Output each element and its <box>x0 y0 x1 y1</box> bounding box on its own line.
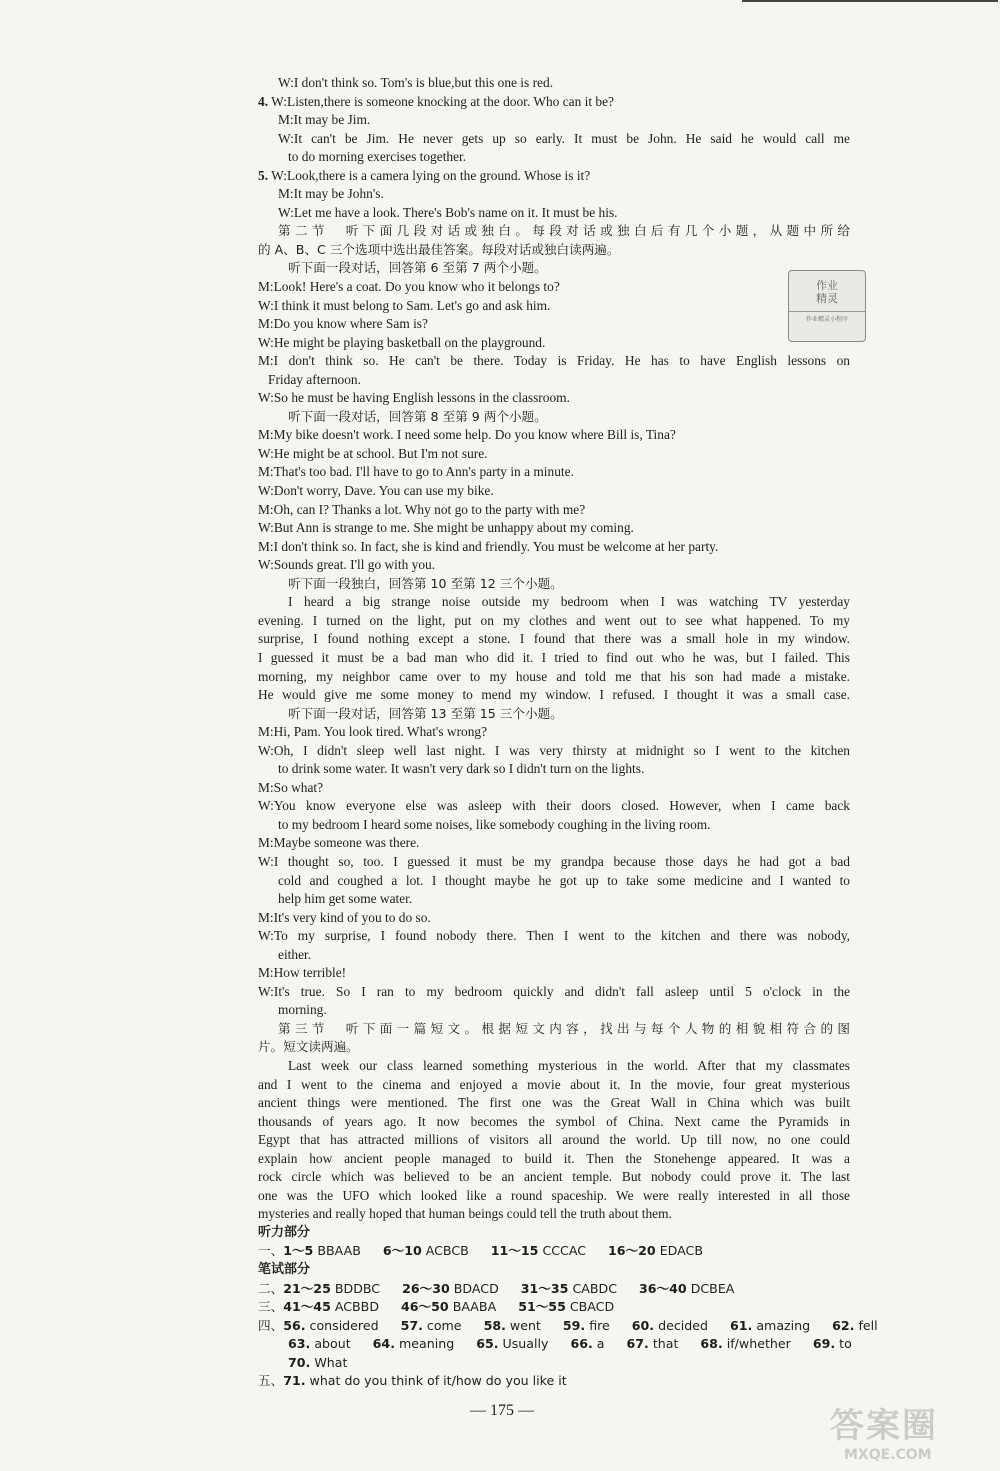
text-line <box>258 297 850 316</box>
answer-value: CABDC <box>572 1280 618 1296</box>
answer-value: Usually <box>502 1336 549 1352</box>
answer-prefix: 四、 <box>258 1317 284 1333</box>
text-line <box>258 1205 850 1224</box>
text-line <box>258 686 850 705</box>
line-text: W:It can't be Jim. He never gets up so early. It must be John. He said he would call me <box>278 130 850 146</box>
answer-value: what do you think of it/how do you like it <box>309 1373 567 1389</box>
text-line <box>258 909 850 928</box>
line-text: W:But Ann is strange to me. She might be unhappy about my coming. <box>258 520 634 536</box>
page-number: — 175 — <box>470 1402 534 1419</box>
text-line <box>258 278 850 297</box>
line-text: W:To my surprise, I found nobody there. Then I went to the kitchen and there was nobody, <box>258 928 850 944</box>
text-line <box>258 872 850 891</box>
text-line <box>258 890 850 909</box>
text-line <box>258 983 850 1002</box>
answer-prefix: 五、 <box>258 1373 284 1389</box>
text-line <box>258 538 850 557</box>
answer-value: went <box>509 1317 541 1333</box>
line-text: Last week our class learned something mysterious in the world. After that my classmates <box>288 1057 850 1073</box>
line-text: evening. I turned on the light, put on my clothes and went out to see what happened. To my <box>258 612 850 628</box>
text-line <box>258 742 850 761</box>
question-number: 5. <box>258 167 269 183</box>
text-line <box>258 167 850 186</box>
answer-value: amazing <box>756 1317 811 1333</box>
text-line <box>258 334 850 353</box>
answer-value: a <box>596 1336 605 1352</box>
text-line <box>258 668 850 687</box>
answer-value: CBACD <box>569 1299 615 1315</box>
line-text: M:Look! Here's a coat. Do you know who it belongs to? <box>258 279 560 295</box>
line-text: He would give me some money to mend my window. I refused. I thought it was a small case. <box>258 687 850 703</box>
line-text: W:You know everyone else was asleep with their doors closed. However, when I came back <box>258 798 850 814</box>
text-line <box>258 519 850 538</box>
answer-range: 41～45 <box>283 1299 331 1315</box>
answer-value: fell <box>858 1317 878 1333</box>
answer-prefix: 三、 <box>258 1299 284 1315</box>
answer-range: 21～25 <box>283 1280 331 1296</box>
text-line <box>258 760 850 779</box>
line-text: 听下面一段对话，回答第 6 至第 7 两个小题。 <box>288 260 547 276</box>
line-text: one was the UFO which looked like a round spaceship. We were really interested in all those <box>258 1187 850 1203</box>
line-text: M:How terrible! <box>258 965 347 981</box>
answer-range: 26～30 <box>402 1280 450 1296</box>
answer-range: 69. <box>812 1336 836 1352</box>
answer-value: that <box>652 1336 679 1352</box>
answer-range: 60. <box>631 1317 655 1333</box>
answer-value: ACBBD <box>334 1299 380 1315</box>
answer-range: 67. <box>626 1336 649 1352</box>
line-text: W:Listen,there is someone knocking at the door. Who can it be? <box>268 93 615 109</box>
line-text: to drink some water. It wasn't very dark so I didn't turn on the lights. <box>278 761 645 777</box>
line-text: 的 A、B、C 三个选项中选出最佳答案。每段对话或独白读两遍。 <box>258 241 620 257</box>
text-line <box>258 797 850 816</box>
text-line <box>258 463 850 482</box>
answer-value: fire <box>589 1317 610 1333</box>
line-text: I heard a big strange noise outside my bedroom when I was watching TV yesterday <box>288 594 850 610</box>
answer-range: 46～50 <box>401 1299 449 1315</box>
text-line <box>258 779 850 798</box>
line-text: W:He might be playing basketball on the playground. <box>258 334 546 350</box>
stamp-title <box>789 279 865 305</box>
answer-prefix: 二、 <box>258 1280 284 1296</box>
text-line <box>258 1150 850 1169</box>
answer-range: 36～40 <box>639 1280 687 1296</box>
text-line <box>258 853 850 872</box>
line-text: I guessed it must be a bad man who did it. I tried to find out who he was, but I failed. This <box>258 649 850 665</box>
answer-range: 51～55 <box>518 1299 566 1315</box>
text-line <box>258 705 850 724</box>
answer-range: 64. <box>372 1336 395 1352</box>
line-text: 第三节 听下面一篇短文。根据短文内容，找出与每个人物的相貌相符合的图 <box>278 1020 850 1036</box>
line-text: 听下面一段对话，回答第 13 至第 15 三个小题。 <box>288 705 563 721</box>
text-line <box>258 1038 850 1057</box>
text-line <box>258 723 850 742</box>
line-text: M:That's too bad. I'll have to go to Ann's party in a minute. <box>258 464 574 480</box>
line-text: W:Let me have a look. There's Bob's name on it. It must be his. <box>278 204 618 220</box>
line-text: and I went to the cinema and enjoyed a movie about it. In the movie, four great mysterious <box>258 1076 850 1092</box>
text-line <box>258 371 850 390</box>
line-text: W:So he must be having English lessons in the classroom. <box>258 390 570 406</box>
text-line <box>258 816 850 835</box>
text-line <box>258 389 850 408</box>
text-line <box>258 222 850 241</box>
text-line <box>258 556 850 575</box>
answer-row <box>258 1317 878 1336</box>
answer-value: What <box>314 1354 348 1370</box>
stamp-line2: 精灵 <box>816 292 838 305</box>
answer-value: CCCAC <box>542 1243 587 1259</box>
text-line <box>258 1057 850 1076</box>
answer-range: 71. <box>283 1373 306 1389</box>
answer-range: 59. <box>562 1317 586 1333</box>
text-line <box>258 408 850 427</box>
answer-range: 62. <box>832 1317 855 1333</box>
text-line <box>258 946 850 965</box>
line-text: W:I don't think so. Tom's is blue,but this one is red. <box>278 75 554 90</box>
answer-value: BDACD <box>453 1280 499 1296</box>
text-line <box>258 630 850 649</box>
answer-range: 58. <box>483 1317 506 1333</box>
line-text: ancient things were mentioned. The first one was the Great Wall in China which was built <box>258 1095 850 1111</box>
text-line <box>258 130 850 149</box>
line-text: W:Oh, I didn't sleep well last night. I was very thirsty at midnight so I went to the kitchen <box>258 742 850 758</box>
stamp-line1: 作业 <box>816 279 838 292</box>
line-text: explain how ancient people managed to build it. Then the Stonehenge appeared. It was a <box>258 1150 850 1166</box>
answer-value: come <box>426 1317 462 1333</box>
line-text: 听下面一段独白，回答第 10 至第 12 三个小题。 <box>288 575 563 591</box>
answer-row <box>258 1242 850 1261</box>
answer-value: if/whether <box>726 1336 791 1352</box>
text-line <box>258 93 850 112</box>
answer-row <box>258 1298 850 1317</box>
text-line <box>258 927 850 946</box>
answer-range: 61. <box>730 1317 753 1333</box>
line-text: W:I thought so, too. I guessed it must be my grandpa because those days he had got a bad <box>258 853 850 869</box>
answer-value: about <box>314 1336 351 1352</box>
line-text: either. <box>278 946 312 962</box>
answer-value: to <box>839 1336 852 1352</box>
text-line <box>258 1168 850 1187</box>
line-text: thousands of years ago. It now becomes the symbol of China. Next came the Pyramids in <box>258 1113 850 1129</box>
stamp-caption: 作业精灵小程序 <box>789 311 865 323</box>
line-text: M:Hi, Pam. You look tired. What's wrong? <box>258 724 488 740</box>
answer-value: EDACB <box>659 1243 703 1259</box>
line-text: surprise, I found nothing except a stone. I found that there was a small hole in my window. <box>258 631 850 647</box>
text-line <box>258 204 850 223</box>
text-line <box>258 1020 850 1039</box>
text-line <box>258 834 850 853</box>
answer-row <box>258 1372 850 1391</box>
text-line <box>258 445 850 464</box>
text-line <box>258 593 850 612</box>
answer-range: 31～35 <box>520 1280 569 1296</box>
line-text: M:It's very kind of you to do so. <box>258 909 431 925</box>
section-heading: 笔试部分 <box>258 1262 311 1277</box>
answer-range: 56. <box>283 1317 306 1333</box>
text-line <box>258 1113 850 1132</box>
text-line <box>258 1001 850 1020</box>
text-line <box>258 1131 850 1150</box>
answer-range: 57. <box>400 1317 423 1333</box>
answer-value: meaning <box>399 1336 455 1352</box>
watermark-logo <box>830 1398 980 1463</box>
answer-range: 6～10 <box>382 1243 422 1259</box>
text-line <box>258 575 850 594</box>
watermark-en: MXQE.COM <box>844 1447 932 1463</box>
line-text: morning, my neighbor came over to my house and told me that his son had made a mistake. <box>258 668 850 684</box>
line-text: cold and coughed a lot. I thought maybe he got up to take some medicine and I wanted to <box>278 872 850 888</box>
line-text: M:I don't think so. In fact, she is kind and friendly. You must be welcome at her party. <box>258 538 719 554</box>
line-text: M:It may be Jim. <box>278 112 371 128</box>
answer-range: 68. <box>700 1336 723 1352</box>
line-text: M:Maybe someone was there. <box>258 835 420 851</box>
line-text: to my bedroom I heard some noises, like somebody coughing in the living room. <box>278 816 711 832</box>
text-line <box>258 426 850 445</box>
answer-range: 1～5 <box>283 1243 314 1259</box>
text-line <box>258 148 850 167</box>
line-text: W:It's true. So I ran to my bedroom quickly and didn't fall asleep until 5 o'clock in the <box>258 983 850 999</box>
line-text: M:It may be John's. <box>278 186 384 202</box>
text-line <box>258 1094 850 1113</box>
line-text: 片。短文读两遍。 <box>258 1039 359 1055</box>
line-text: Egypt that has attracted millions of visitors all around the world. Up till now, no one could <box>258 1132 850 1148</box>
line-text: M:My bike doesn't work. I need some help. Do you know where Bill is, Tina? <box>258 427 676 443</box>
line-text: W:He might be at school. But I'm not sure. <box>258 445 488 461</box>
answer-value: ACBCB <box>425 1243 469 1259</box>
answer-range: 66. <box>570 1336 593 1352</box>
answer-value: decided <box>658 1317 709 1333</box>
text-line <box>258 315 850 334</box>
text-line <box>258 352 850 371</box>
answer-range: 11～15 <box>490 1243 539 1259</box>
answer-range: 16～20 <box>608 1243 656 1259</box>
answer-value: BAABA <box>452 1299 497 1315</box>
top-rule <box>742 0 998 8</box>
text-line <box>258 74 850 93</box>
answer-prefix: 一、 <box>258 1243 284 1259</box>
line-text: morning. <box>278 1002 327 1018</box>
question-number: 4. <box>258 93 269 109</box>
page-content <box>258 74 878 1391</box>
section-heading: 听力部分 <box>258 1224 311 1240</box>
line-text: M:Do you know where Sam is? <box>258 316 428 332</box>
line-text: M:I don't think so. He can't be there. Today is Friday. He has to have English lessons on <box>258 353 850 369</box>
text-line <box>258 241 850 260</box>
answer-row <box>258 1354 850 1373</box>
text-line <box>258 482 850 501</box>
text-line <box>258 1076 850 1095</box>
text-line <box>258 649 850 668</box>
line-text: W:I think it must belong to Sam. Let's go and ask him. <box>258 297 551 313</box>
text-line <box>258 1187 850 1206</box>
text-line <box>258 185 850 204</box>
text-line <box>258 612 850 631</box>
line-text: W:Look,there is a camera lying on the ground. Whose is it? <box>268 167 591 183</box>
answer-range: 70. <box>288 1354 311 1370</box>
answer-value: DCBEA <box>690 1280 735 1296</box>
line-text: W:Sounds great. I'll go with you. <box>258 557 436 573</box>
text-line <box>258 259 850 278</box>
line-text: 听下面一段对话，回答第 8 至第 9 两个小题。 <box>288 408 547 424</box>
text-line <box>258 964 850 983</box>
answer-row <box>258 1280 850 1299</box>
line-text: M:Oh, can I? Thanks a lot. Why not go to the party with me? <box>258 501 586 517</box>
answer-range: 63. <box>288 1336 311 1352</box>
line-text: M:So what? <box>258 779 324 795</box>
answer-range: 65. <box>476 1336 499 1352</box>
line-text: W:Don't worry, Dave. You can use my bike. <box>258 483 494 499</box>
text-line <box>258 501 850 520</box>
line-text: mysteries and really hoped that human beings could tell the truth about them. <box>258 1206 672 1222</box>
stamp-badge <box>788 270 866 342</box>
answer-value: considered <box>309 1317 379 1333</box>
answer-value: BBAAB <box>317 1243 361 1259</box>
line-text: to do morning exercises together. <box>288 149 467 165</box>
line-text: 第二节 听下面几段对话或独白。每段对话或独白后有几个小题，从题中所给 <box>278 223 850 239</box>
answer-value: BDDBC <box>334 1280 381 1296</box>
text-line <box>258 111 850 130</box>
watermark-cn: 答案圈 <box>830 1406 938 1446</box>
line-text: Friday afternoon. <box>268 371 361 387</box>
answer-row <box>258 1335 850 1354</box>
line-text: help him get some water. <box>278 891 413 907</box>
line-text: rock circle which was believed to be an ancient temple. But nobody could prove it. The last <box>258 1169 850 1185</box>
